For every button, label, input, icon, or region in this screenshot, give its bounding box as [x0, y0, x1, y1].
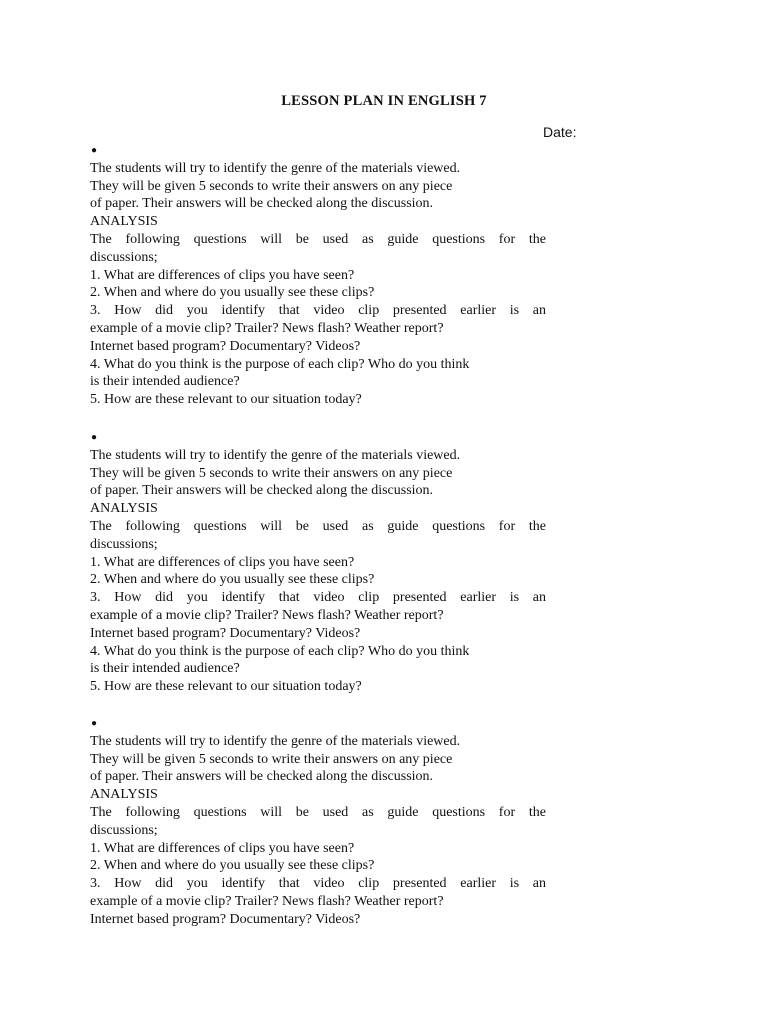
word: identify: [221, 876, 265, 892]
word: that: [278, 303, 300, 319]
word: video: [313, 876, 345, 892]
question-1: 1. What are differences of clips you have seen?: [90, 840, 355, 856]
question-3-line: Internet based program? Documentary? Videos?: [90, 911, 361, 927]
word: 3.: [90, 590, 101, 606]
intro-line: They will be given 5 seconds to write their answers on any piece: [90, 178, 453, 194]
intro-line: The students will try to identify the genre of the materials viewed.: [90, 733, 461, 749]
intro-line: They will be given 5 seconds to write their answers on any piece: [90, 751, 453, 767]
word: How: [114, 876, 142, 892]
word: as: [362, 231, 374, 247]
word: for: [498, 804, 516, 820]
word: The: [90, 231, 112, 247]
intro-line: The students will try to identify the genre of the materials viewed.: [90, 160, 461, 176]
bullet-icon: ●: [91, 432, 98, 443]
word: video: [313, 303, 345, 319]
lesson-section-3: [90, 715, 546, 929]
intro-line: of paper. Their answers will be checked along the discussion.: [90, 196, 434, 212]
word: questions: [432, 804, 486, 820]
word: video: [313, 590, 345, 606]
word: did: [155, 590, 174, 606]
question-3-line: example of a movie clip? Trailer? News flash? Weather report?: [90, 320, 444, 336]
word: clip: [358, 590, 380, 606]
section-heading: ANALYSIS: [90, 214, 158, 230]
word: an: [532, 303, 546, 319]
word: be: [295, 518, 309, 534]
word: you: [186, 303, 208, 319]
word: the: [528, 231, 546, 247]
question-4-line: is their intended audience?: [90, 661, 240, 677]
word: will: [260, 518, 282, 534]
guide-line: discussions;: [90, 249, 158, 265]
question-2: 2. When and where do you usually see these clips?: [90, 572, 375, 588]
word: earlier: [460, 876, 497, 892]
word: presented: [392, 303, 447, 319]
question-3-line: Internet based program? Documentary? Videos?: [90, 625, 361, 641]
word: for: [498, 231, 516, 247]
guide-line-justified: [90, 518, 546, 536]
word: be: [295, 804, 309, 820]
word: clip: [358, 303, 380, 319]
question-4-line: is their intended audience?: [90, 374, 240, 390]
word: following: [125, 518, 180, 534]
guide-line-justified: [90, 231, 546, 249]
word: questions: [193, 231, 247, 247]
question-1: 1. What are differences of clips you have seen?: [90, 267, 355, 283]
word: the: [528, 518, 546, 534]
word: guide: [387, 804, 419, 820]
word: 3.: [90, 876, 101, 892]
word: guide: [387, 231, 419, 247]
question-3-line: Internet based program? Documentary? Videos?: [90, 338, 361, 354]
word: as: [362, 804, 374, 820]
word: be: [295, 231, 309, 247]
word: is: [509, 303, 520, 319]
question-1: 1. What are differences of clips you have seen?: [90, 554, 355, 570]
word: used: [322, 518, 349, 534]
guide-line: discussions;: [90, 822, 158, 838]
word: guide: [387, 518, 419, 534]
question-3-line-justified: [90, 302, 546, 320]
word: that: [278, 876, 300, 892]
section-heading: ANALYSIS: [90, 787, 158, 803]
word: did: [155, 303, 174, 319]
word: for: [498, 518, 516, 534]
word: How: [114, 590, 142, 606]
word: The: [90, 804, 112, 820]
word: presented: [392, 590, 447, 606]
word: questions: [193, 518, 247, 534]
word: the: [528, 804, 546, 820]
word: as: [362, 518, 374, 534]
guide-line: discussions;: [90, 536, 158, 552]
question-5: 5. How are these relevant to our situation today?: [90, 679, 362, 695]
question-5: 5. How are these relevant to our situation today?: [90, 392, 362, 408]
word: will: [260, 804, 282, 820]
word: following: [125, 231, 180, 247]
word: an: [532, 590, 546, 606]
bullet-icon: ●: [91, 145, 98, 156]
document-title: LESSON PLAN IN ENGLISH 7: [281, 93, 487, 109]
question-3-line-justified: [90, 589, 546, 607]
word: questions: [193, 804, 247, 820]
section-heading: ANALYSIS: [90, 501, 158, 517]
date-label: Date:: [543, 124, 577, 140]
word: identify: [221, 590, 265, 606]
word: earlier: [460, 590, 497, 606]
guide-line-justified: [90, 804, 546, 822]
question-3-line-justified: [90, 875, 546, 893]
bullet-icon: ●: [91, 718, 98, 729]
question-4-line: 4. What do you think is the purpose of each clip? Who do you think: [90, 643, 470, 659]
word: presented: [392, 876, 447, 892]
word: that: [278, 590, 300, 606]
lesson-section-2: [90, 429, 546, 696]
word: you: [186, 876, 208, 892]
lesson-section-1: [90, 142, 546, 409]
word: used: [322, 231, 349, 247]
word: you: [186, 590, 208, 606]
intro-line: They will be given 5 seconds to write their answers on any piece: [90, 465, 453, 481]
question-3-line: example of a movie clip? Trailer? News flash? Weather report?: [90, 893, 444, 909]
question-2: 2. When and where do you usually see these clips?: [90, 285, 375, 301]
word: questions: [432, 518, 486, 534]
word: 3.: [90, 303, 101, 319]
intro-line: of paper. Their answers will be checked along the discussion.: [90, 769, 434, 785]
word: following: [125, 804, 180, 820]
word: identify: [221, 303, 265, 319]
word: used: [322, 804, 349, 820]
word: clip: [358, 876, 380, 892]
question-2: 2. When and where do you usually see these clips?: [90, 858, 375, 874]
question-4-line: 4. What do you think is the purpose of each clip? Who do you think: [90, 356, 470, 372]
word: earlier: [460, 303, 497, 319]
word: is: [509, 590, 520, 606]
intro-line: of paper. Their answers will be checked along the discussion.: [90, 483, 434, 499]
word: is: [509, 876, 520, 892]
intro-line: The students will try to identify the genre of the materials viewed.: [90, 447, 461, 463]
question-3-line: example of a movie clip? Trailer? News flash? Weather report?: [90, 607, 444, 623]
word: an: [532, 876, 546, 892]
word: did: [155, 876, 174, 892]
word: will: [260, 231, 282, 247]
word: questions: [432, 231, 486, 247]
word: How: [114, 303, 142, 319]
word: The: [90, 518, 112, 534]
